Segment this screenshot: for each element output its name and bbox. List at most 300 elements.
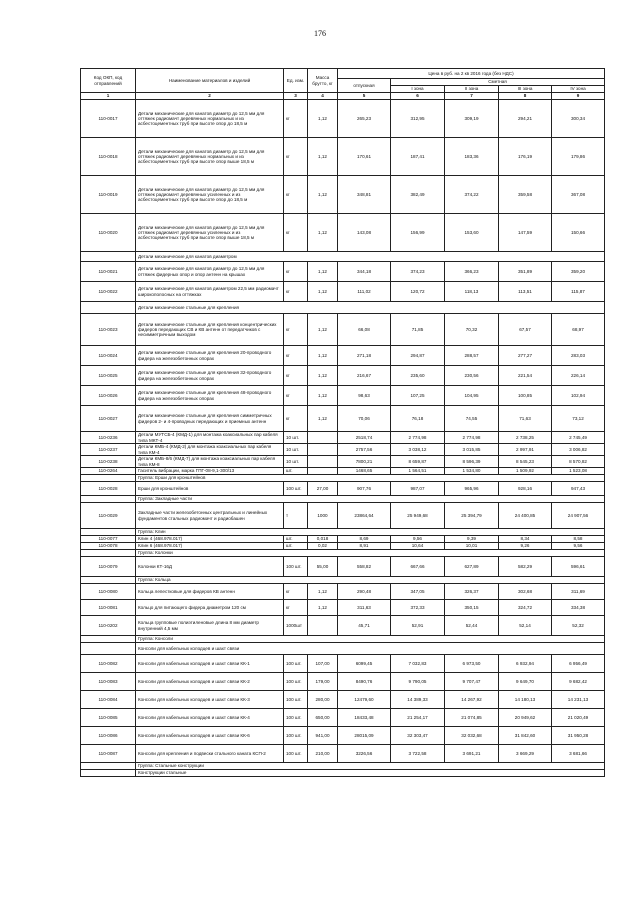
price-zone-4: 226,14	[552, 366, 605, 386]
table-row	[81, 314, 605, 346]
item-unit: т	[284, 503, 308, 529]
price-zone-4: 68,97	[552, 314, 605, 346]
table-row	[81, 214, 605, 252]
table-row	[81, 709, 605, 727]
item-unit: 10 шт.	[284, 432, 308, 444]
price-zone-2: 74,55	[445, 406, 499, 432]
item-name: Детали механические для канатов диаметр до 12,5 мм для оттяжек радиомачт деревянных усиленных и из асбестоцементных труб при высоте опор до 18,5 м	[136, 176, 284, 214]
table-body	[81, 100, 605, 777]
price-released: 1468,65	[338, 468, 391, 475]
price-zone-2: 6 973,50	[445, 655, 499, 673]
item-code: 110-0080	[81, 584, 136, 600]
item-code: 110-0082	[81, 655, 136, 673]
price-released: 7800,21	[338, 456, 391, 468]
item-unit: 10 шт.	[284, 456, 308, 468]
item-mass	[308, 456, 338, 468]
price-zone-3: 8 545,23	[499, 456, 552, 468]
group-row	[81, 550, 605, 557]
price-zone-3: 8,34	[499, 536, 552, 543]
group-heading: Группа: Стальные конструкции	[136, 763, 605, 770]
group-heading: Группа: Консоли	[136, 636, 605, 643]
item-unit: кг	[284, 214, 308, 252]
price-zone-3: 359,58	[499, 176, 552, 214]
table-row	[81, 100, 605, 138]
item-mass: 1,12	[308, 282, 338, 302]
item-mass: 1000	[308, 503, 338, 529]
price-zone-1: 347,05	[391, 584, 445, 600]
item-unit: кг	[284, 100, 308, 138]
header-zone-4: IV зона	[552, 86, 605, 93]
price-released: 290,48	[338, 584, 391, 600]
item-name: Кольцо для питающего фидера диаметром 120 см	[136, 600, 284, 616]
price-released: 45,71	[338, 616, 391, 636]
item-code: 110-0028	[81, 482, 136, 496]
price-zone-1: 156,99	[391, 214, 445, 252]
price-zone-2: 9,39	[445, 536, 499, 543]
table-row	[81, 655, 605, 673]
item-unit: кг	[284, 138, 308, 176]
table-row	[81, 536, 605, 543]
item-mass: 27,00	[308, 482, 338, 496]
price-zone-3: 24 400,85	[499, 503, 552, 529]
item-mass: 55,00	[308, 557, 338, 577]
item-mass	[308, 468, 338, 475]
price-zone-2: 627,89	[445, 557, 499, 577]
item-code: 110-0019	[81, 176, 136, 214]
table-row	[81, 366, 605, 386]
price-zone-2: 21 074,85	[445, 709, 499, 727]
price-table	[80, 68, 605, 777]
price-zone-2: 309,19	[445, 100, 499, 138]
item-code: 110-0024	[81, 346, 136, 366]
price-zone-3: 52,14	[499, 616, 552, 636]
header-code: Код ОКП, код отправлений	[81, 69, 136, 93]
price-zone-3: 221,54	[499, 366, 552, 386]
subgroup-heading: Конструкции стальные	[136, 770, 605, 777]
price-zone-2: 153,60	[445, 214, 499, 252]
item-code: 110-0023	[81, 314, 136, 346]
table-row	[81, 616, 605, 636]
price-zone-2: 25 394,79	[445, 503, 499, 529]
price-zone-4: 102,94	[552, 386, 605, 406]
empty-cell	[81, 496, 136, 503]
price-zone-4: 947,43	[552, 482, 605, 496]
item-name: Детали механические для канатов диаметр до 12,5 мм для оттяжек радиомачт деревянных усиленных и из асбестоцементных труб при высоте опор выше 18,5 м	[136, 214, 284, 252]
price-zone-1: 76,18	[391, 406, 445, 432]
item-name: Консоли для кабельных колодцев и шахт связи КК-3	[136, 691, 284, 709]
empty-cell	[81, 475, 136, 482]
price-zone-3: 2 997,91	[499, 444, 552, 456]
item-code: 110-0083	[81, 673, 136, 691]
group-heading: Группа: Клин	[136, 529, 605, 536]
price-zone-2: 52,44	[445, 616, 499, 636]
price-zone-3: 71,63	[499, 406, 552, 432]
price-released: 8,69	[338, 536, 391, 543]
price-zone-2: 3 015,85	[445, 444, 499, 456]
item-code: 110-0018	[81, 138, 136, 176]
price-released: 344,18	[338, 262, 391, 282]
item-code: 110-0202	[81, 616, 136, 636]
item-mass: 1,12	[308, 386, 338, 406]
header-price-group: Цена в руб. на 2 кв 2016 года (без НДС)	[338, 69, 605, 79]
price-zone-2: 32 032,68	[445, 727, 499, 745]
price-zone-3: 2 738,25	[499, 432, 552, 444]
price-zone-3: 20 949,62	[499, 709, 552, 727]
price-zone-3: 582,29	[499, 557, 552, 577]
price-zone-1: 987,07	[391, 482, 445, 496]
price-released: 28015,09	[338, 727, 391, 745]
price-zone-1: 14 389,33	[391, 691, 445, 709]
item-code: 110-0025	[81, 366, 136, 386]
price-zone-1: 2 774,98	[391, 432, 445, 444]
item-code: 110-0081	[81, 600, 136, 616]
price-zone-1: 312,95	[391, 100, 445, 138]
price-released: 66,08	[338, 314, 391, 346]
price-zone-4: 300,34	[552, 100, 605, 138]
table-row	[81, 386, 605, 406]
price-zone-4: 8 570,82	[552, 456, 605, 468]
price-zone-2: 3 691,21	[445, 745, 499, 763]
item-name: Закладные части железобетонных центральных и линейных фундаментов стальных радиомачт и радиобашен	[136, 503, 284, 529]
price-zone-3: 9,26	[499, 543, 552, 550]
price-zone-3: 113,51	[499, 282, 552, 302]
group-row	[81, 529, 605, 536]
item-mass: 1,12	[308, 214, 338, 252]
price-zone-4: 311,69	[552, 584, 605, 600]
column-number: 5	[338, 93, 391, 100]
item-name: Детали механические для канатов диаметр до 12,5 мм для оттяжек фидерных опор и опор антенн на крышах	[136, 262, 284, 282]
column-number: 6	[391, 93, 445, 100]
price-zone-3: 67,57	[499, 314, 552, 346]
item-unit: 100 шт.	[284, 709, 308, 727]
item-unit: шт.	[284, 536, 308, 543]
price-zone-4: 115,87	[552, 282, 605, 302]
price-released: 98,63	[338, 386, 391, 406]
subgroup-row	[81, 643, 605, 655]
column-number: 4	[308, 93, 338, 100]
table-row	[81, 673, 605, 691]
item-name: Детали механические стальные для крепления симметричных фидеров 2- и 4-проводных передающих и приемных антенн	[136, 406, 284, 432]
item-unit: шт.	[284, 543, 308, 550]
item-code: 110-0085	[81, 709, 136, 727]
subgroup-row	[81, 252, 605, 262]
item-name: Детали механические стальные для крепления 32-проводного фидера на железобетонных опорах	[136, 366, 284, 386]
item-mass: 179,00	[308, 673, 338, 691]
item-mass: 1,12	[308, 314, 338, 346]
price-zone-1: 374,23	[391, 262, 445, 282]
page-number: 176	[314, 29, 326, 38]
table-row	[81, 600, 605, 616]
price-zone-3: 302,68	[499, 584, 552, 600]
price-zone-2: 965,96	[445, 482, 499, 496]
price-released: 311,63	[338, 600, 391, 616]
price-released: 6099,45	[338, 655, 391, 673]
header-zone-1: I зона	[391, 86, 445, 93]
table-row	[81, 346, 605, 366]
group-row	[81, 636, 605, 643]
column-number: 8	[499, 93, 552, 100]
price-zone-4: 3 681,66	[552, 745, 605, 763]
header-mass: Масса брутто, кг	[308, 69, 338, 93]
item-name: Детали механические для канатов диаметр до 12,5 мм для оттяжек радиомачт деревянных нормальных и из асбестоцементных труб при высоте опор выше 18,5 м	[136, 138, 284, 176]
price-released: 216,67	[338, 366, 391, 386]
item-name: Детали КМБ-4 (КМД-2) для монтажа коаксиальных пар кабеля типа КМ-4	[136, 444, 284, 456]
price-zone-4: 52,32	[552, 616, 605, 636]
item-name: Детали механические для канатов диаметром 22,5 мм радиомачт широкополосных на оттяжках	[136, 282, 284, 302]
price-zone-3: 31 842,60	[499, 727, 552, 745]
group-row	[81, 763, 605, 770]
item-mass: 1,12	[308, 600, 338, 616]
price-zone-2: 9 707,47	[445, 673, 499, 691]
price-released: 2757,56	[338, 444, 391, 456]
item-code: 110-0027	[81, 406, 136, 432]
price-zone-1: 52,91	[391, 616, 445, 636]
table-row	[81, 691, 605, 709]
price-released: 23864,64	[338, 503, 391, 529]
price-zone-4: 334,38	[552, 600, 605, 616]
table-row	[81, 745, 605, 763]
price-zone-3: 928,16	[499, 482, 552, 496]
price-zone-1: 9 790,05	[391, 673, 445, 691]
price-zone-4: 1 523,08	[552, 468, 605, 475]
price-zone-3: 100,85	[499, 386, 552, 406]
item-mass	[308, 616, 338, 636]
item-mass	[308, 444, 338, 456]
empty-cell	[81, 763, 136, 770]
price-released: 2518,74	[338, 432, 391, 444]
price-released: 12479,60	[338, 691, 391, 709]
header-zone-3: III зона	[499, 86, 552, 93]
item-unit: 100 шт.	[284, 745, 308, 763]
item-code: 110-0017	[81, 100, 136, 138]
item-code: 110-0264	[81, 468, 136, 475]
empty-cell	[81, 550, 136, 557]
price-zone-4: 2 745,49	[552, 432, 605, 444]
price-released: 348,81	[338, 176, 391, 214]
item-name: Клин 6 (468.978.017)	[136, 543, 284, 550]
header-zone-2: II зона	[445, 86, 499, 93]
table-row	[81, 482, 605, 496]
table-row	[81, 444, 605, 456]
item-mass: 1,12	[308, 138, 338, 176]
column-number: 1	[81, 93, 136, 100]
group-heading: Группа: Кольца	[136, 577, 605, 584]
item-code: 110-0078	[81, 543, 136, 550]
price-zone-1: 107,25	[391, 386, 445, 406]
item-mass: 1,12	[308, 584, 338, 600]
item-unit: кг	[284, 346, 308, 366]
price-zone-4: 367,08	[552, 176, 605, 214]
item-code: 110-0238	[81, 456, 136, 468]
price-zone-1: 120,72	[391, 282, 445, 302]
item-unit: 100 шт.	[284, 691, 308, 709]
price-zone-1: 32 303,47	[391, 727, 445, 745]
item-name: Детали МУТСБ-4 (КМД-1) для монтажа коаксиальных пар кабеля типа МКТ-4	[136, 432, 284, 444]
price-zone-4: 9 682,42	[552, 673, 605, 691]
item-mass: 107,00	[308, 655, 338, 673]
table-row	[81, 138, 605, 176]
price-zone-2: 326,37	[445, 584, 499, 600]
item-mass: 650,00	[308, 709, 338, 727]
group-row	[81, 475, 605, 482]
price-released: 143,08	[338, 214, 391, 252]
table-row	[81, 176, 605, 214]
item-name: Ерши для кронштейнов	[136, 482, 284, 496]
table-row	[81, 432, 605, 444]
table-row	[81, 503, 605, 529]
group-row	[81, 577, 605, 584]
table-row	[81, 468, 605, 475]
item-unit: шт.	[284, 468, 308, 475]
price-zone-3: 6 932,94	[499, 655, 552, 673]
price-zone-2: 2 774,98	[445, 432, 499, 444]
item-name: Консоли для кабельных колодцев и шахт связи КК-2	[136, 673, 284, 691]
price-zone-2: 14 267,92	[445, 691, 499, 709]
item-unit: кг	[284, 366, 308, 386]
price-zone-1: 294,87	[391, 346, 445, 366]
item-unit: 100 шт.	[284, 655, 308, 673]
item-code: 110-0237	[81, 444, 136, 456]
price-zone-2: 70,32	[445, 314, 499, 346]
price-zone-1: 1 564,51	[391, 468, 445, 475]
price-zone-3: 14 180,13	[499, 691, 552, 709]
item-code: 110-0087	[81, 745, 136, 763]
group-heading: Группа: Ерши для кронштейнов	[136, 475, 605, 482]
item-code: 110-0077	[81, 536, 136, 543]
table-row	[81, 406, 605, 432]
price-zone-2: 104,95	[445, 386, 499, 406]
item-mass: 1,12	[308, 346, 338, 366]
price-released: 111,02	[338, 282, 391, 302]
subgroup-row	[81, 770, 605, 777]
empty-cell	[81, 643, 136, 655]
price-zone-3: 176,19	[499, 138, 552, 176]
price-released: 18433,48	[338, 709, 391, 727]
item-name: Гаситель вибрации, марка ГПГ-08-9,1-300/13	[136, 468, 284, 475]
price-zone-4: 14 231,13	[552, 691, 605, 709]
price-zone-1: 3 038,12	[391, 444, 445, 456]
price-released: 265,23	[338, 100, 391, 138]
item-mass: 941,00	[308, 727, 338, 745]
price-zone-4: 359,20	[552, 262, 605, 282]
price-zone-2: 118,13	[445, 282, 499, 302]
price-zone-2: 10,01	[445, 543, 499, 550]
group-heading: Группа: Колонки	[136, 550, 605, 557]
price-zone-4: 9,56	[552, 543, 605, 550]
price-released: 907,76	[338, 482, 391, 496]
item-mass	[308, 432, 338, 444]
price-zone-3: 1 509,92	[499, 468, 552, 475]
subgroup-heading: Консоли для кабельных колодцев и шахт связи	[136, 643, 605, 655]
price-zone-1: 9,56	[391, 536, 445, 543]
empty-cell	[81, 252, 136, 262]
price-zone-3: 277,27	[499, 346, 552, 366]
empty-cell	[81, 529, 136, 536]
item-name: Клин 4 (468.978.017)	[136, 536, 284, 543]
price-zone-4: 24 907,56	[552, 503, 605, 529]
item-unit: кг	[284, 406, 308, 432]
price-zone-4: 73,12	[552, 406, 605, 432]
price-zone-3: 351,89	[499, 262, 552, 282]
item-name: Детали механические стальные для крепления 20-проводного фидера на железобетонных опорах	[136, 346, 284, 366]
item-name: Консоли для кабельных колодцев и шахт связи КК-1	[136, 655, 284, 673]
item-unit: кг	[284, 386, 308, 406]
subgroup-heading: Детали механические для канатов диаметром	[136, 252, 605, 262]
table-row	[81, 543, 605, 550]
table-row	[81, 456, 605, 468]
price-zone-4: 283,03	[552, 346, 605, 366]
price-released: 558,82	[338, 557, 391, 577]
price-zone-4: 31 950,28	[552, 727, 605, 745]
item-unit: кг	[284, 584, 308, 600]
item-mass: 0,018	[308, 536, 338, 543]
table-row	[81, 557, 605, 577]
item-code: 110-0026	[81, 386, 136, 406]
price-zone-1: 235,60	[391, 366, 445, 386]
item-name: Детали механические для канатов диаметр до 12,5 мм для оттяжек радиомачт деревянных нормальных и из асбестоцементных труб при высоте опор до 18,5 м	[136, 100, 284, 138]
item-mass: 210,00	[308, 745, 338, 763]
item-unit: кг	[284, 262, 308, 282]
item-name: Детали КМБ-8/6 (КМД-7) для монтажа коаксиальных пар кабеля типа КМ-8	[136, 456, 284, 468]
price-zone-4: 596,61	[552, 557, 605, 577]
price-zone-1: 382,49	[391, 176, 445, 214]
group-row	[81, 496, 605, 503]
item-name: Колонки КТ-16Д	[136, 557, 284, 577]
price-zone-2: 1 534,80	[445, 468, 499, 475]
price-released: 170,61	[338, 138, 391, 176]
empty-cell	[81, 770, 136, 777]
price-zone-4: 3 006,82	[552, 444, 605, 456]
item-name: Детали механические стальные для крепления 48-проводного фидера на железобетонных опорах	[136, 386, 284, 406]
item-mass: 1,12	[308, 176, 338, 214]
item-code: 110-0236	[81, 432, 136, 444]
item-unit: 100 шт.	[284, 482, 308, 496]
price-zone-2: 230,56	[445, 366, 499, 386]
price-zone-1: 71,85	[391, 314, 445, 346]
price-zone-3: 324,72	[499, 600, 552, 616]
item-mass: 1,12	[308, 366, 338, 386]
price-zone-2: 350,15	[445, 600, 499, 616]
item-code: 110-0086	[81, 727, 136, 745]
price-zone-1: 667,66	[391, 557, 445, 577]
item-code: 110-0029	[81, 503, 136, 529]
price-released: 8490,76	[338, 673, 391, 691]
price-zone-2: 366,23	[445, 262, 499, 282]
group-heading: Группа: Закладные части	[136, 496, 605, 503]
price-zone-1: 21 254,17	[391, 709, 445, 727]
table-row	[81, 584, 605, 600]
price-zone-4: 21 020,49	[552, 709, 605, 727]
item-unit: кг	[284, 282, 308, 302]
item-unit: 1000шт	[284, 616, 308, 636]
item-name: Кольца лепестковые для фидеров КВ антенн	[136, 584, 284, 600]
price-released: 271,18	[338, 346, 391, 366]
column-number: 9	[552, 93, 605, 100]
item-mass: 1,12	[308, 262, 338, 282]
table-row	[81, 282, 605, 302]
item-code: 110-0022	[81, 282, 136, 302]
price-zone-4: 150,66	[552, 214, 605, 252]
header-name: Наименование материалов и изделий	[136, 69, 284, 93]
table-row	[81, 727, 605, 745]
price-zone-1: 3 722,58	[391, 745, 445, 763]
price-zone-3: 294,21	[499, 100, 552, 138]
price-zone-1: 187,41	[391, 138, 445, 176]
item-mass: 280,00	[308, 691, 338, 709]
subgroup-heading: Детали механические стальные для крепления	[136, 302, 605, 314]
header-estimate: Сметная	[391, 79, 605, 86]
price-zone-4: 179,86	[552, 138, 605, 176]
